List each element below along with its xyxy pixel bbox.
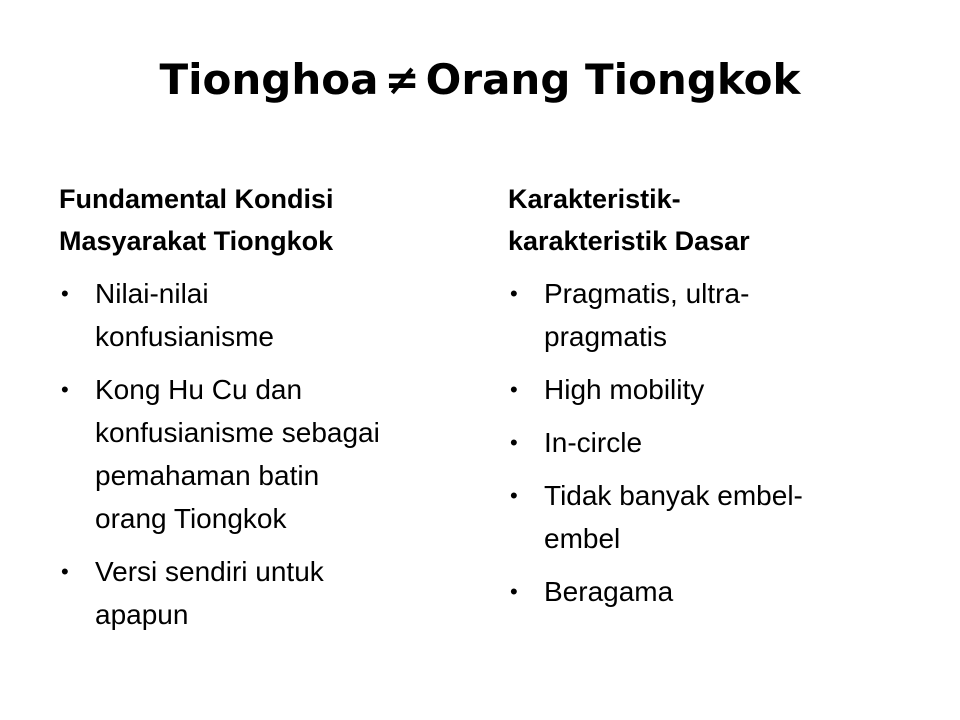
list-item [59, 272, 459, 358]
bullet-line: Nilai-nilai [95, 278, 209, 309]
bullet-icon: • [61, 377, 69, 402]
list-item [508, 272, 888, 358]
bullet-icon: • [510, 579, 518, 604]
bullet-line: apapun [95, 599, 189, 630]
right-column [508, 178, 888, 623]
bullet-line: Tidak banyak embel- [544, 480, 803, 511]
bullet-icon: • [61, 281, 69, 306]
list-item [508, 474, 888, 560]
bullet-line: In-circle [544, 427, 643, 458]
title-left-text: Tionghoa [159, 55, 379, 104]
bullet-line: High mobility [544, 374, 705, 405]
bullet-line: orang Tiongkok [95, 503, 287, 534]
list-item [59, 368, 459, 540]
bullet-line: konfusianisme sebagai [95, 417, 380, 448]
bullet-line: konfusianisme [95, 321, 274, 352]
bullet-icon: • [61, 559, 69, 584]
left-heading-line-1: Fundamental Kondisi [59, 184, 334, 214]
list-item [59, 550, 459, 636]
bullet-line: embel [544, 523, 621, 554]
right-column-heading [508, 178, 888, 262]
bullet-icon: • [510, 483, 518, 508]
bullet-icon: • [510, 281, 518, 306]
bullet-line: pemahaman batin [95, 460, 320, 491]
not-equal-symbol: ≠ [384, 55, 420, 104]
bullet-line: Beragama [544, 576, 674, 607]
bullet-line: pragmatis [544, 321, 667, 352]
list-item [508, 570, 888, 613]
title-right-text: Orang Tiongkok [425, 55, 801, 104]
right-bullet-list [508, 272, 888, 613]
right-heading-line-1: Karakteristik- [508, 184, 681, 214]
left-heading-line-2: Masyarakat Tiongkok [59, 226, 334, 256]
left-column [59, 178, 459, 646]
bullet-line: Kong Hu Cu dan [95, 374, 303, 405]
right-heading-line-2: karakteristik Dasar [508, 226, 750, 256]
list-item [508, 421, 888, 464]
left-column-heading [59, 178, 459, 262]
list-item [508, 368, 888, 411]
slide-title [0, 44, 960, 116]
left-bullet-list [59, 272, 459, 636]
bullet-icon: • [510, 377, 518, 402]
bullet-line: Versi sendiri untuk [95, 556, 324, 587]
bullet-line: Pragmatis, ultra- [544, 278, 750, 309]
bullet-icon: • [510, 430, 518, 455]
